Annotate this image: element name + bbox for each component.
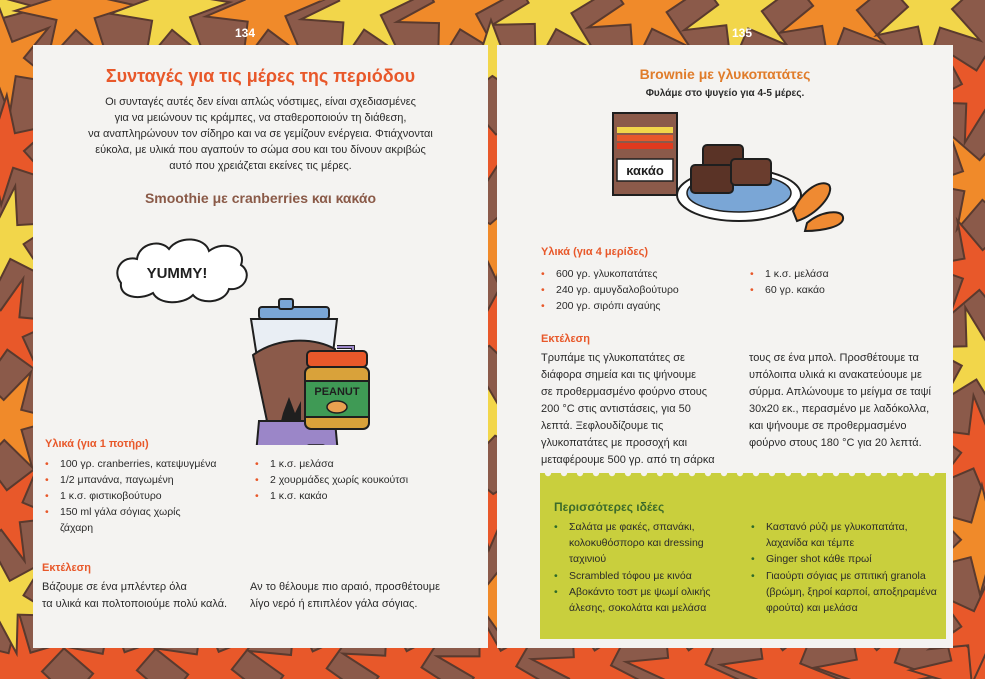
brownie — [691, 165, 733, 193]
blender-lid — [259, 307, 329, 319]
ingredients-heading: Υλικά (για 1 ποτήρι) — [45, 438, 149, 450]
notepad-hole — [641, 470, 647, 476]
notepad-hole — [929, 470, 935, 476]
brownie — [731, 159, 771, 185]
notepad-hole — [689, 470, 695, 476]
notepad-hole — [753, 470, 759, 476]
brownie-illustration — [607, 107, 847, 237]
ingredient-item: • 1/2 μπανάνα, παγωμένη — [45, 472, 255, 488]
notepad-hole — [833, 470, 839, 476]
notepad-hole — [865, 470, 871, 476]
box-label: κακάο — [626, 163, 664, 178]
notepad-hole — [593, 470, 599, 476]
notepad-hole — [849, 470, 855, 476]
notepad-hole — [577, 470, 583, 476]
ingredient-item: • 200 γρ. σιρόπι αγαύης — [541, 298, 741, 314]
idea-item: • Ginger shot κάθε πρωί — [751, 551, 946, 567]
notepad-hole — [769, 470, 775, 476]
ingredient-item: • 1 κ.σ. φιστικοβούτυρο — [45, 488, 255, 504]
ingredients-list-2 — [750, 266, 930, 298]
intro-line: να αναπληρώνουν τον σίδηρο και να σε γεμίζουν ενέργεια. Φτιάχνονται — [88, 128, 433, 140]
ingredients-heading: Υλικά (για 4 μερίδες) — [541, 246, 649, 258]
page-number-left: 134 — [234, 26, 256, 40]
method-heading: Εκτέλεση — [541, 333, 590, 345]
recipe-title: Smoothie με cranberries και κακάο — [144, 190, 377, 206]
idea-item: • Γιαούρτι σόγιας με σπιτική granola (βρώμη, ξηροί καρποί, αποξηραμένα φρούτα) και μελάσα — [751, 568, 946, 617]
speech-text: YUMMY! — [146, 265, 208, 282]
ingredient-item: • 1 κ.σ. κακάο — [255, 488, 455, 504]
more-ideas-title: Περισσότερες ιδέες — [554, 500, 665, 514]
notepad-hole — [609, 470, 615, 476]
ingredient-item: • 600 γρ. γλυκοπατάτες — [541, 266, 741, 282]
notepad-holes — [540, 466, 946, 480]
ingredient-item: • 150 ml γάλα σόγιας χωρίς ζάχαρη — [45, 504, 255, 536]
page-number-right: 135 — [731, 26, 753, 40]
page-title: Συνταγές για τις μέρες της περιόδου — [105, 66, 416, 86]
jar-label: PEANUT — [314, 386, 360, 398]
intro-line: Οι συνταγές αυτές δεν είναι απλώς νόστιμες, είναι σχεδιασμένες — [105, 96, 416, 108]
notepad-hole — [913, 470, 919, 476]
ingredients-list-1 — [45, 456, 255, 536]
ingredient-item: • 100 γρ. cranberries, κατεψυγμένα — [45, 456, 255, 472]
notepad-hole — [545, 470, 551, 476]
notepad-hole — [657, 470, 663, 476]
notepad-hole — [721, 470, 727, 476]
method-text-1: Τρυπάμε τις γλυκοπατάτες σε διάφορα σημεία και τις ψήνουμε σε προθερμασμένο φούρνο στους 200 °C στις αντιστάσεις, για 50 λεπτά. Ξεφλουδίζουμε τις γλυκοπατάτες με προσοχή και μεταφέρουμε 500 γρ. από τη σάρκα — [541, 352, 715, 466]
intro-line: για να μειώνουν τις κράμπες, να σταθεροποιούν τη διάθεση, — [114, 112, 407, 124]
peanut-butter-jar-icon — [301, 347, 375, 437]
ideas-list-1 — [554, 519, 754, 616]
notepad-hole — [737, 470, 743, 476]
ingredients-list-2 — [255, 456, 455, 504]
notepad-hole — [561, 470, 567, 476]
recipe-subtitle: Φυλάμε στο ψυγείο για 4-5 μέρες. — [645, 88, 805, 99]
notepad-hole — [897, 470, 903, 476]
notepad-hole — [817, 470, 823, 476]
ingredient-item: • 1 κ.σ. μελάσα — [750, 266, 930, 282]
cocoa-box-icon — [613, 113, 677, 195]
ingredient-item: • 60 γρ. κακάο — [750, 282, 930, 298]
notepad-hole — [673, 470, 679, 476]
notepad-hole — [625, 470, 631, 476]
idea-item: • Αβοκάντο τοστ με ψωμί ολικής άλεσης, σοκολάτα και μελάσα — [554, 584, 754, 616]
intro-line: εύκολα, με υλικά που αγαπούν το σώμα σου και του δίνουν ακριβώς — [95, 144, 426, 156]
notepad-hole — [881, 470, 887, 476]
method-text-2: τους σε ένα μπολ. Προσθέτουμε τα υπόλοιπα υλικά κι ανακατεύουμε με σύρμα. Απλώνουμε το μείγμα σε ταψί 30x20 εκ., περασμένο με λαδόκολλα, και ψήνουμε σε προθερμασμένο φούρνο στους 180 °C για 20 λεπτά. — [749, 352, 931, 449]
ingredient-item: • 1 κ.σ. μελάσα — [255, 456, 455, 472]
method-text-2: Αν το θέλουμε πιο αραιό, προσθέτουμε λίγο νερό ή επιπλέον γάλα σόγιας. — [250, 581, 441, 610]
ingredients-list-1 — [541, 266, 741, 314]
idea-item: • Καστανό ρύζι με γλυκοπατάτα, λαχανίδα και τέμπε — [751, 519, 946, 551]
intro-text — [33, 94, 488, 174]
more-ideas-box — [540, 473, 946, 639]
idea-item: • Σαλάτα με φακές, σπανάκι, κολοκυθόσπορο και dressing ταχινιού — [554, 519, 754, 568]
notepad-hole — [705, 470, 711, 476]
method-heading: Εκτέλεση — [42, 562, 91, 574]
left-page — [33, 45, 488, 648]
notepad-hole — [785, 470, 791, 476]
ideas-list-2 — [751, 519, 946, 616]
idea-item: • Scrambled τόφου με κινόα — [554, 568, 754, 584]
ingredient-item: • 2 χουρμάδες χωρίς κουκούτσι — [255, 472, 455, 488]
intro-line: αυτό που χρειάζεται εκείνες τις μέρες. — [169, 160, 352, 172]
notepad-hole — [801, 470, 807, 476]
method-text-1: Βάζουμε σε ένα μπλέντερ όλα τα υλικά και πολτοποιούμε πολύ καλά. — [42, 581, 228, 610]
ingredient-item: • 240 γρ. αμυγδαλοβούτυρο — [541, 282, 741, 298]
recipe-title: Brownie με γλυκοπατάτες — [639, 66, 811, 82]
